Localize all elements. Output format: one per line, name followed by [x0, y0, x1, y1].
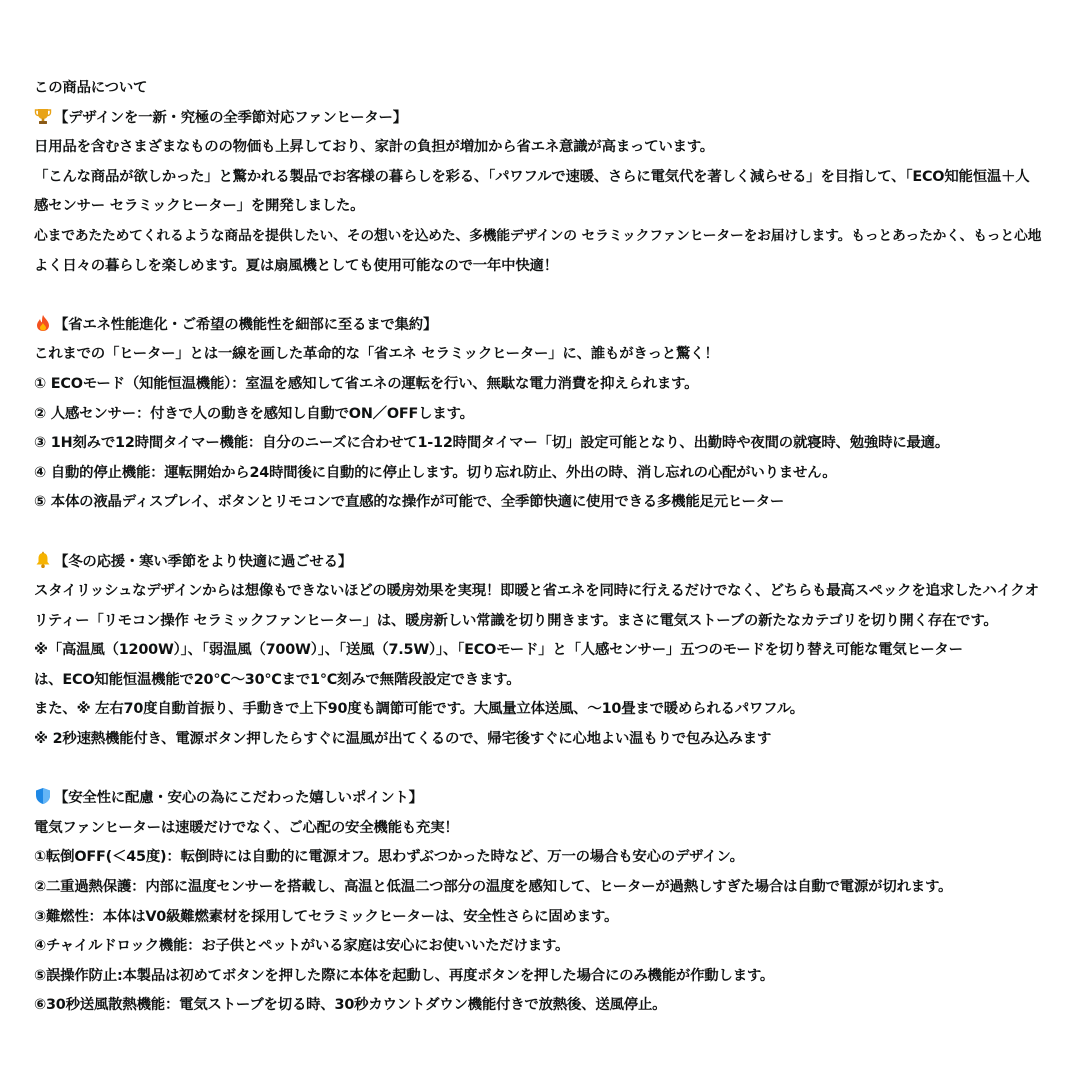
text-line: リティー「リモコン操作 セラミックファンヒーター」は、暖房新しい常識を切り開きます。まさに電気ストーブの新たなカテゴリを切り開く存在です。: [34, 612, 998, 629]
text-line: ② 人感センサー：付きで人の動きを感知し自動でON／OFFします。: [34, 405, 474, 422]
spacer: [34, 518, 1046, 548]
text-line: ⑤誤操作防止:本製品は初めてボタンを押した際に本体を起動し、再度ボタンを押した場合にのみ機能が作動します。: [34, 967, 775, 984]
text-line: ④ 自動的停止機能：運転開始から24時間後に自動的に停止します。切り忘れ防止、外出の時、消し忘れの心配がいりません。: [34, 464, 837, 481]
section-title: [34, 784, 1046, 814]
section-heading: この商品について: [34, 80, 148, 96]
text-line: ※ 2秒速熱機能付き、電源ボタン押したらすぐに温風が出てくるので、帰宅後すぐに心地よい温もりで包み込みます: [34, 731, 772, 748]
text-line: ③ 1H刻みで12時間タイマー機能：自分のニーズに合わせて1-12時間タイマー「切」設定可能となり、出勤時や夜間の就寝時、勉強時に最適。: [34, 435, 950, 452]
text-line: よく日々の暮らしを楽しめます。夏は扇風機としても使用可能なので一年中快適！: [34, 257, 558, 274]
text-line: 心まであたためてくれるような商品を提供したい、その想いを込めた、多機能デザインの セラミックファンヒーターをお届けします。もっとあったかく、もっと心地: [34, 227, 1042, 244]
fire-icon: [34, 314, 52, 332]
text-line: ②二重過熱保護：内部に温度センサーを搭載し、高温と低温二つ部分の温度を感知して、ヒーターが過熱しすぎた場合は自動で電源が切れます。: [34, 879, 953, 896]
text-line: これまでの「ヒーター」とは一線を画した革命的な「省エネ セラミックヒーター」に、誰もがきっと驚く！: [34, 346, 719, 363]
bell-icon: [34, 551, 52, 569]
section-title: [34, 104, 1046, 134]
spacer: [34, 755, 1046, 785]
text-line: 電気ファンヒーターは速暖だけでなく、ご心配の安全機能も充実！: [34, 819, 459, 836]
text-line: 「こんな商品が欲しかった」と驚かれる製品でお客様の暮らしを彩る、「パワフルで速暖、さらに電気代を著しく減らせる」を目指して、「ECO知能恒温＋人: [34, 168, 1030, 185]
text-line: ① ECOモード（知能恒温機能）：室温を感知して省エネの運転を行い、無駄な電力消費を抑えられます。: [34, 375, 699, 392]
section-title-text: 【省エネ性能進化・ご希望の機能性を細部に至るまで集約】: [54, 316, 438, 333]
section-title: [34, 548, 1046, 578]
text-line: ③難燃性：本体はV0級難燃素材を採用してセラミックヒーターは、安全性さらに固めます。: [34, 908, 619, 925]
text-line: スタイリッシュなデザインからは想像もできないほどの暖房効果を実現！即暖と省エネを同時に行えるだけでなく、どちらも最高スペックを追求したハイクオ: [34, 583, 1039, 600]
text-line: また、※ 左右70度自動首振り、手動きで上下90度も調節可能です。大風量立体送風、～10畳まで暖められるパワフル。: [34, 701, 804, 718]
text-line: ※「高温風（1200W）」、「弱温風（700W）」、「送風（7.5W）」、「ECOモード」と「人感センサー」五つのモードを切り替え可能な電気ヒーター: [34, 642, 963, 659]
text-line: ①転倒OFF(＜45度)：転倒時には自動的に電源オフ。思わずぶつかった時など、万一の場合も安心のデザイン。: [34, 849, 744, 866]
trophy-icon: [34, 107, 52, 125]
section-title-text: 【冬の応援・寒い季節をより快適に過ごせる】: [54, 553, 353, 570]
section-title-text: 【デザインを一新・究極の全季節対応ファンヒーター】: [54, 109, 407, 126]
text-line: 日用品を含むさまざまなものの物価も上昇しており、家計の負担が増加から省エネ意識が高まっています。: [34, 139, 715, 156]
text-line: ⑤ 本体の液晶ディスプレイ、ボタンとリモコンで直感的な操作が可能で、全季節快適に使用できる多機能足元ヒーター: [34, 494, 785, 511]
text-line: 感センサー セラミックヒーター」を開発しました。: [34, 198, 365, 215]
spacer: [34, 281, 1046, 311]
section-title: [34, 311, 1046, 341]
shield-icon: [34, 787, 52, 805]
section-title-text: 【安全性に配慮・安心の為にこだわった嬉しいポイント】: [54, 790, 423, 807]
text-line: ④チャイルドロック機能：お子供とペットがいる家庭は安心にお使いいただけます。: [34, 938, 570, 955]
product-description: [34, 74, 1046, 1021]
text-line: は、ECO知能恒温機能で20℃～30℃まで1℃刻みで無階段設定できます。: [34, 671, 521, 688]
text-line: ⑥30秒送風散熱機能：電気ストーブを切る時、30秒カウントダウン機能付きで放熱後、送風停止。: [34, 997, 667, 1014]
